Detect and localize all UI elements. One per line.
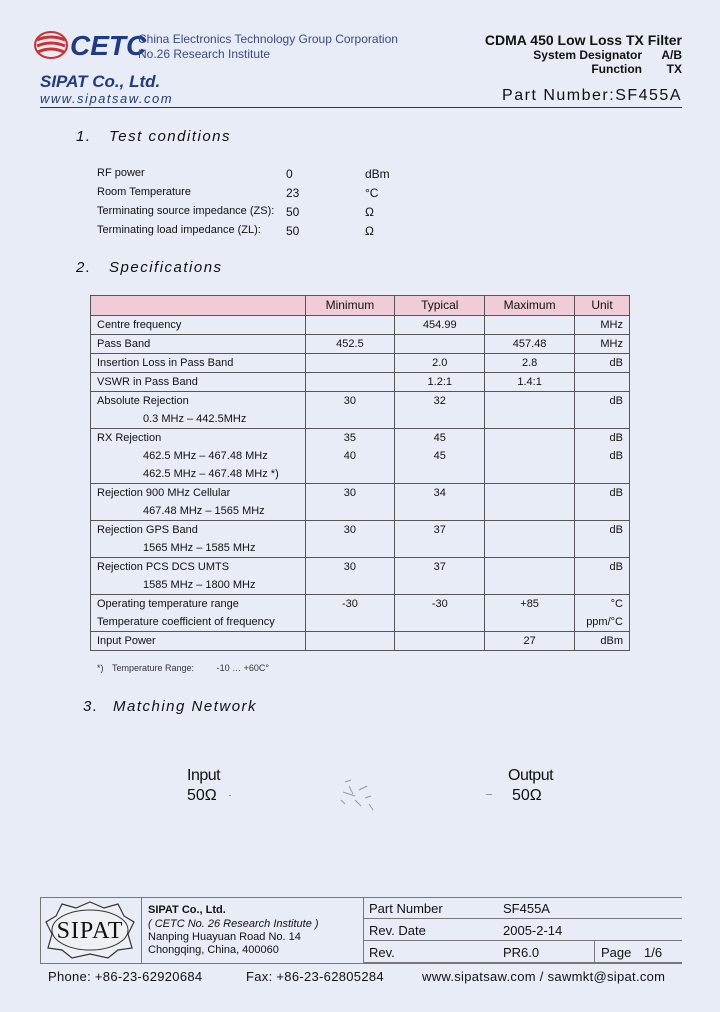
typical-value: -30	[431, 598, 448, 610]
condition-unit: dBm	[365, 167, 390, 181]
org-name-line2: No.26 Research Institute	[138, 47, 271, 61]
typical-value: 34	[433, 487, 446, 499]
maximum-cell: 1.4:1	[485, 373, 575, 392]
footer-institute: ( CETC No. 26 Research Institute )	[148, 918, 319, 930]
footnote-mark: *)	[97, 663, 104, 673]
parameter-cell: Pass Band	[91, 335, 306, 354]
unit-value: ppm/°C	[586, 616, 623, 628]
section-heading-specifications	[76, 259, 223, 276]
parameter-label: Operating temperature range	[97, 598, 239, 610]
unit-cell	[575, 558, 630, 595]
footer-rev-date-row	[363, 919, 682, 941]
header-divider	[40, 107, 682, 108]
condition-value: 50	[286, 224, 300, 238]
parameter-sub-range: 0.3 MHz – 442.5MHz	[143, 413, 247, 425]
minimum-cell	[305, 392, 395, 429]
function-label: Function	[591, 62, 642, 76]
typical-cell	[395, 595, 485, 632]
unit-value: dB	[609, 395, 623, 407]
parameter-sub-range: 462.5 MHz – 467.48 MHz *)	[143, 468, 279, 480]
parameter-sub-range: 1585 MHz – 1800 MHz	[143, 579, 256, 591]
header-cell-parameter	[91, 296, 306, 316]
parameter-cell: Input Power	[91, 632, 306, 651]
typical-value: 45	[433, 432, 446, 444]
parameter-cell: Centre frequency	[91, 316, 306, 335]
parameter-cell	[91, 595, 306, 632]
parameter-label: Rejection GPS Band	[97, 524, 198, 536]
page-value: 1/6	[644, 945, 663, 960]
section-number: 3.	[83, 698, 99, 715]
footer-address-line2: Chongqing, China, 400060	[148, 944, 279, 956]
header-cell-maximum: Maximum	[485, 296, 575, 316]
condition-label: RF power	[97, 167, 145, 179]
typical-cell: 454.99	[395, 316, 485, 335]
typical-cell: 1.2:1	[395, 373, 485, 392]
typical-cell: 2.0	[395, 354, 485, 373]
typical-value: 32	[433, 395, 446, 407]
company-name: SIPAT Co., Ltd.	[40, 72, 161, 91]
table-row	[91, 335, 630, 354]
matching-output-label: Output	[508, 767, 554, 784]
maximum-cell	[485, 521, 575, 558]
unit-value: dB	[609, 450, 623, 462]
maximum-cell	[485, 392, 575, 429]
table-row	[91, 632, 630, 651]
company-website[interactable]: www.sipatsaw.com	[40, 91, 174, 106]
minimum-cell	[305, 521, 395, 558]
maximum-cell	[485, 429, 575, 484]
table-row	[91, 392, 630, 429]
footer-rev-row	[363, 941, 682, 963]
system-designator-value: A/B	[661, 48, 682, 62]
test-condition-row	[97, 205, 397, 221]
minimum-cell	[305, 558, 395, 595]
minimum-cell: 452.5	[305, 335, 395, 354]
cetc-logo-icon	[34, 30, 68, 60]
table-row	[91, 595, 630, 632]
output-port-marker	[486, 794, 492, 795]
maximum-cell: 2.8	[485, 354, 575, 373]
unit-cell	[575, 373, 630, 392]
minimum-cell	[305, 316, 395, 335]
minimum-value: 35	[343, 432, 357, 444]
parameter-sub-range: 462.5 MHz – 467.48 MHz	[143, 450, 268, 462]
section-title: Specifications	[109, 259, 223, 276]
unit-cell	[575, 429, 630, 484]
saw-filter-symbol-icon	[335, 776, 380, 814]
section-heading-test-conditions	[76, 128, 231, 145]
footer-info-table	[363, 897, 682, 964]
rev-value: PR6.0	[503, 945, 540, 960]
matching-input-impedance: 50Ω	[187, 787, 217, 804]
parameter-label: Temperature coefficient of frequency	[97, 616, 275, 628]
condition-value: 50	[286, 205, 300, 219]
table-row	[91, 354, 630, 373]
section-title: Test conditions	[109, 128, 232, 145]
unit-cell: dB	[575, 354, 630, 373]
maximum-cell	[485, 484, 575, 521]
parameter-cell: Insertion Loss in Pass Band	[91, 354, 306, 373]
specifications-table	[90, 295, 630, 651]
condition-unit: Ω	[365, 224, 374, 238]
parameter-sub-range: 467.48 MHz – 1565 MHz	[143, 505, 265, 517]
part-number-value: SF455A	[503, 901, 550, 916]
product-title: CDMA 450 Low Loss TX Filter	[484, 32, 682, 48]
header-cell-minimum: Minimum	[305, 296, 395, 316]
table-row	[91, 484, 630, 521]
table-row	[91, 429, 630, 484]
minimum-cell	[305, 429, 395, 484]
test-condition-row	[97, 224, 397, 240]
parameter-cell	[91, 429, 306, 484]
footer-part-number-row	[363, 897, 682, 919]
unit-value: dB	[609, 487, 623, 499]
maximum-cell	[485, 316, 575, 335]
header-cell-unit: Unit	[575, 296, 630, 316]
table-footnote	[97, 663, 269, 673]
section-heading-matching-network	[83, 698, 257, 715]
rev-date-value: 2005-2-14	[503, 923, 563, 938]
unit-cell	[575, 484, 630, 521]
footnote-value: -10 … +60C°	[216, 663, 269, 673]
minimum-value: -30	[341, 598, 358, 610]
cetc-logo-text: CETC	[70, 30, 147, 61]
table-row	[91, 373, 630, 392]
parameter-cell	[91, 521, 306, 558]
unit-value: dB	[609, 561, 623, 573]
parameter-label: Rejection 900 MHz Cellular	[97, 487, 231, 499]
typical-cell	[395, 521, 485, 558]
unit-cell	[575, 392, 630, 429]
minimum-value: 40	[343, 450, 357, 462]
page-label: Page	[601, 945, 632, 960]
unit-cell: MHz	[575, 316, 630, 335]
parameter-cell	[91, 392, 306, 429]
unit-cell	[575, 521, 630, 558]
footer-fax: Fax: +86-23-62805284	[246, 969, 384, 984]
matching-input-label: Input	[187, 767, 221, 784]
section-number: 2.	[76, 259, 92, 276]
section-title: Matching Network	[113, 698, 258, 715]
unit-value: °C	[610, 598, 623, 610]
typical-cell	[395, 632, 485, 651]
footer-divider	[141, 897, 142, 964]
typical-cell	[395, 392, 485, 429]
minimum-cell	[305, 595, 395, 632]
typical-value: 37	[433, 524, 446, 536]
unit-cell: MHz	[575, 335, 630, 354]
parameter-label: RX Rejection	[97, 432, 162, 444]
typical-cell	[395, 335, 485, 354]
parameter-cell	[91, 484, 306, 521]
condition-value: 0	[286, 167, 293, 181]
rev-date-label: Rev. Date	[369, 923, 426, 938]
parameter-cell	[91, 558, 306, 595]
minimum-cell	[305, 632, 395, 651]
minimum-value: 30	[343, 487, 357, 499]
footer-address-line1: Nanping Huayuan Road No. 14	[148, 931, 301, 943]
unit-value: dB	[609, 432, 623, 444]
maximum-cell: 27	[485, 632, 575, 651]
condition-value: 23	[286, 186, 300, 200]
parameter-label: Absolute Rejection	[97, 395, 189, 407]
minimum-value: 30	[343, 524, 357, 536]
maximum-cell	[485, 558, 575, 595]
org-name-line1: China Electronics Technology Group Corporation	[138, 32, 398, 46]
footnote-text: Temperature Range:	[112, 663, 195, 673]
condition-unit: °C	[365, 186, 379, 200]
condition-label: Terminating load impedance (ZL):	[97, 224, 261, 236]
minimum-cell	[305, 484, 395, 521]
minimum-value: 30	[343, 561, 357, 573]
table-row	[91, 558, 630, 595]
typical-value: 45	[433, 450, 446, 462]
condition-unit: Ω	[365, 205, 374, 219]
condition-label: Room Temperature	[97, 186, 191, 198]
maximum-cell: 457.48	[485, 335, 575, 354]
parameter-label: Rejection PCS DCS UMTS	[97, 561, 230, 573]
part-number-label: Part Number	[369, 901, 443, 916]
typical-cell	[395, 558, 485, 595]
maximum-cell	[485, 595, 575, 632]
table-header-row	[91, 296, 630, 316]
part-number-header: Part Number:SF455A	[502, 87, 682, 104]
test-condition-row	[97, 167, 397, 183]
header-cell-typical: Typical	[395, 296, 485, 316]
page-separator	[594, 941, 595, 963]
matching-output-impedance: 50Ω	[512, 787, 542, 804]
parameter-sub-range: 1565 MHz – 1585 MHz	[143, 542, 256, 554]
typical-cell	[395, 429, 485, 484]
table-row	[91, 521, 630, 558]
footer-company: SIPAT Co., Ltd.	[148, 904, 226, 916]
typical-value: 37	[433, 561, 446, 573]
parameter-cell: VSWR in Pass Band	[91, 373, 306, 392]
minimum-cell	[305, 373, 395, 392]
sipat-logo-text: SIPAT	[56, 918, 124, 944]
unit-value: dB	[609, 524, 623, 536]
unit-cell: dBm	[575, 632, 630, 651]
input-port-marker	[229, 795, 231, 796]
rev-label: Rev.	[369, 945, 395, 960]
test-condition-row	[97, 186, 397, 202]
typical-cell	[395, 484, 485, 521]
unit-cell	[575, 595, 630, 632]
section-number: 1.	[76, 128, 92, 145]
condition-label: Terminating source impedance (ZS):	[97, 205, 275, 217]
minimum-value: 30	[343, 395, 357, 407]
footer-web-email[interactable]: www.sipatsaw.com / sawmkt@sipat.com	[422, 969, 666, 984]
function-value: TX	[666, 62, 682, 76]
system-designator-label: System Designator	[533, 48, 642, 62]
footer-phone: Phone: +86-23-62920684	[48, 969, 203, 984]
table-row	[91, 316, 630, 335]
minimum-cell	[305, 354, 395, 373]
maximum-value: +85	[520, 598, 539, 610]
